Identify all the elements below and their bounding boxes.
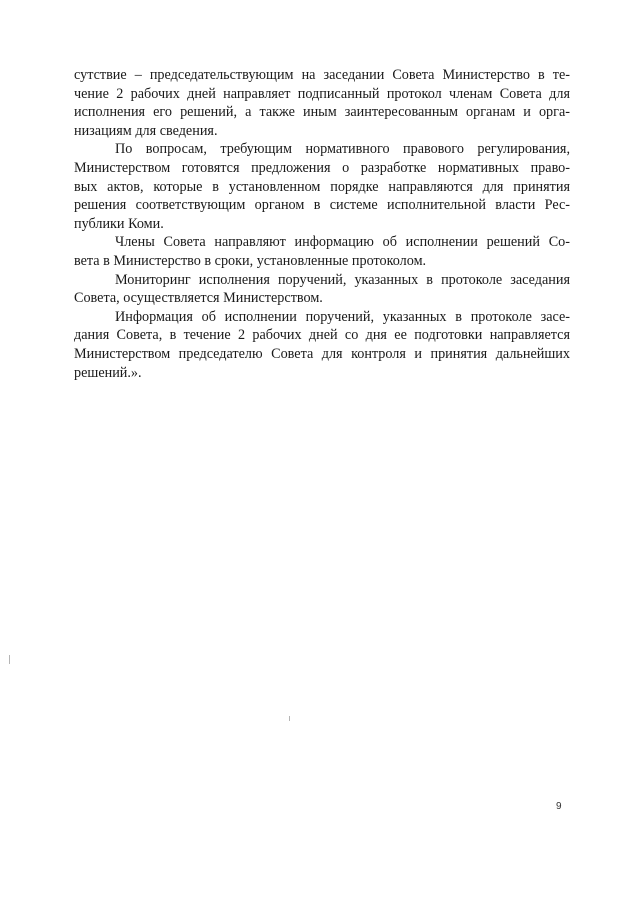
text-line: Совета, осуществляется Министерством. xyxy=(74,290,323,307)
page-number: 9 xyxy=(556,801,562,812)
text-line: исполнения его решений, а также иным заинтересованным органам и орга- xyxy=(74,104,570,121)
scan-mark xyxy=(9,655,10,664)
text-line: вых актов, которые в установленном порядке направляются для принятия xyxy=(74,178,570,195)
paragraph-first-line: Члены Совета направляют информацию об исполнении решений Со- xyxy=(115,234,570,251)
text-line: Министерством готовятся предложения о разработке нормативных право- xyxy=(74,159,570,176)
text-line: Министерством председателю Совета для контроля и принятия дальнейших xyxy=(74,345,570,362)
text-line: низациям для сведения. xyxy=(74,122,218,139)
paragraph-first-line: По вопросам, требующим нормативного правового регулирования, xyxy=(115,141,570,158)
text-line: сутствие – председательствующим на заседании Совета Министерство в те- xyxy=(74,67,570,83)
paragraph-first-line: Информация об исполнении поручений, указанных в протоколе засе- xyxy=(115,308,570,325)
text-line: чение 2 рабочих дней направляет подписанный протокол членам Совета для xyxy=(74,85,570,102)
text-line: публики Коми. xyxy=(74,215,164,232)
document-body xyxy=(74,66,570,382)
text-line: решения соответствующим органом в системе исполнительной власти Рес- xyxy=(74,197,570,214)
text-line: дания Совета, в течение 2 рабочих дней со дня ее подготовки направляется xyxy=(74,327,570,344)
paragraph-first-line: Мониторинг исполнения поручений, указанных в протоколе заседания xyxy=(115,271,570,288)
text-line: вета в Министерство в сроки, установленные протоколом. xyxy=(74,252,427,269)
text-line: решений.». xyxy=(74,364,142,381)
scan-mark xyxy=(289,716,290,721)
